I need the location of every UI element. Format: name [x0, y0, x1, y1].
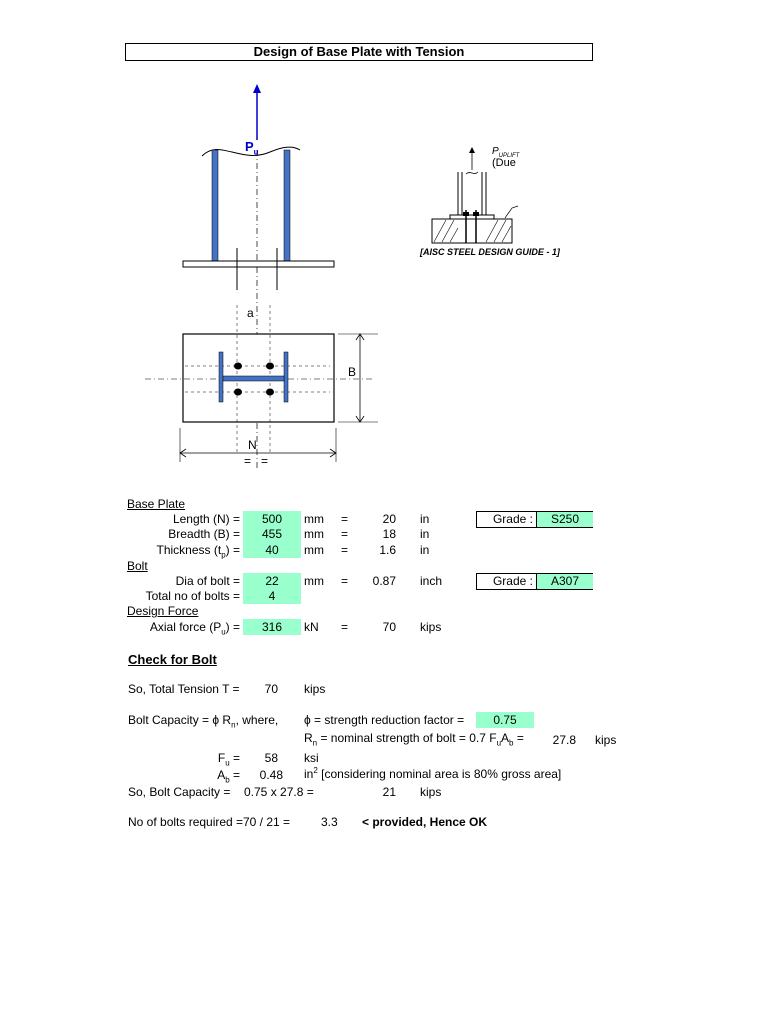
rn-label-sub2: u	[496, 738, 502, 748]
bolt-dia-eq: =	[341, 574, 349, 588]
ref-uplift-sub: UPLIFT	[498, 153, 520, 159]
load-label-text: P	[245, 139, 254, 154]
bolt-count-label: Total no of bolts =	[145, 589, 240, 603]
rn-label-mid: = nominal strength of bolt = 0.7 F	[317, 731, 497, 745]
bolts-required-label: No of bolts required =	[128, 815, 244, 829]
bolt-dia-input[interactable]: 22	[243, 573, 301, 589]
bolts-required-expr: 70 / 21 =	[243, 815, 291, 829]
capacity-label-pre: Bolt Capacity = ϕ R	[128, 713, 232, 727]
bolt-capacity-expr: 0.75 x 27.8 =	[244, 785, 314, 799]
thickness-conv: 1.6	[379, 543, 396, 557]
thickness-input[interactable]: 40	[243, 542, 301, 558]
length-eq: =	[341, 512, 349, 526]
capacity-label-post: , where,	[235, 713, 279, 727]
thickness-unit: mm	[304, 543, 324, 557]
ab-label-pre: A	[217, 768, 226, 782]
load-label-sub: u	[253, 147, 259, 157]
tension-unit: kips	[304, 682, 326, 696]
bolt-capacity-value: 21	[382, 785, 396, 799]
ab-label-post: =	[229, 768, 240, 782]
rn-unit: kips	[595, 733, 617, 747]
breadth-eq: =	[341, 527, 349, 541]
ab-unit-sup: 2	[313, 766, 318, 775]
length-input[interactable]: 500	[243, 511, 301, 527]
ab-unit	[304, 766, 561, 781]
dim-a-label: a	[247, 306, 254, 320]
dim-b-label: B	[348, 365, 357, 379]
rn-label-pre: R	[304, 731, 313, 745]
thickness-conv-unit: in	[420, 543, 430, 557]
ab-unit-pre: in	[304, 767, 314, 781]
thickness-eq: =	[341, 543, 349, 557]
axial-force-eq: =	[341, 620, 349, 634]
dim-n-label: N	[248, 438, 257, 452]
plate-grade-box	[476, 511, 593, 528]
bolts-required-value: 3.3	[321, 815, 338, 829]
eq-mark-2: =	[261, 454, 269, 468]
bolt-dia-conv: 0.87	[372, 574, 396, 588]
length-label: Length (N) =	[172, 512, 240, 526]
bolts-required-result: < provided, Hence OK	[362, 815, 488, 829]
axial-label-post: ) =	[225, 620, 240, 634]
bolt-count-input[interactable]: 4	[243, 588, 301, 604]
ab-label	[200, 768, 240, 784]
fu-value: 58	[264, 751, 278, 765]
bolt-dia-unit: mm	[304, 574, 324, 588]
page-title: Design of Base Plate with Tension	[125, 43, 593, 61]
fu-label-sub: u	[225, 758, 230, 768]
base-plate-heading: Base Plate	[127, 497, 186, 511]
length-unit: mm	[304, 512, 324, 526]
axial-force-unit: kN	[304, 620, 319, 634]
ref-due-label: (Due	[492, 157, 516, 169]
eq-mark-1: =	[244, 454, 252, 468]
reference-diagram	[0, 0, 768, 300]
rn-label	[304, 731, 524, 747]
fu-label	[200, 751, 240, 767]
tension-label: So, Total Tension T =	[128, 682, 240, 696]
axial-label-sub: u	[221, 627, 226, 637]
bolt-grade-label: Grade :	[492, 574, 533, 588]
ref-caption: [AISC STEEL DESIGN GUIDE - 1]	[420, 247, 560, 257]
bolt-dia-conv-unit: inch	[420, 574, 443, 588]
thickness-label-post: ) =	[225, 543, 240, 557]
rn-value: 27.8	[552, 733, 576, 747]
capacity-label	[128, 713, 278, 729]
axial-force-label	[100, 620, 240, 636]
breadth-label: Breadth (B) =	[168, 527, 240, 541]
ab-value: 0.48	[259, 768, 283, 782]
axial-label-pre: Axial force (P	[149, 620, 222, 634]
length-conv-unit: in	[420, 512, 430, 526]
bolt-grade-value[interactable]: A307	[536, 574, 593, 589]
ab-label-sub: b	[225, 775, 230, 785]
axial-force-input[interactable]: 316	[243, 619, 301, 635]
bolt-capacity-unit: kips	[420, 785, 442, 799]
check-heading: Check for Bolt	[128, 652, 217, 667]
rn-label-sub: n	[312, 738, 318, 748]
length-conv: 20	[382, 512, 396, 526]
rn-label-post: =	[513, 731, 524, 745]
ref-uplift-text: P	[492, 146, 499, 157]
bolt-dia-label: Dia of bolt =	[175, 574, 240, 588]
fu-label-post: =	[229, 751, 240, 765]
ab-unit-post: [considering nominal area is 80% gross area]	[317, 767, 562, 781]
fu-label-pre: F	[217, 751, 226, 765]
fu-unit: ksi	[304, 751, 319, 765]
axial-force-conv-unit: kips	[420, 620, 442, 634]
rn-label-mid2: A	[501, 731, 510, 745]
phi-input[interactable]: 0.75	[476, 712, 534, 728]
bolt-capacity-label: So, Bolt Capacity =	[128, 785, 231, 799]
thickness-label	[120, 543, 240, 559]
breadth-conv-unit: in	[420, 527, 430, 541]
capacity-label-sub: n	[231, 720, 236, 730]
breadth-input[interactable]: 455	[243, 526, 301, 542]
breadth-conv: 18	[382, 527, 396, 541]
plate-grade-value[interactable]: S250	[536, 512, 593, 527]
thickness-label-pre: Thickness (t	[156, 543, 222, 557]
thickness-label-sub: p	[221, 550, 226, 560]
breadth-unit: mm	[304, 527, 324, 541]
axial-force-conv: 70	[382, 620, 396, 634]
bolt-grade-box	[476, 573, 593, 590]
bolt-heading: Bolt	[127, 559, 148, 573]
phi-label: ϕ = strength reduction factor =	[304, 713, 465, 727]
rn-label-sub3: b	[509, 738, 514, 748]
plate-grade-label: Grade :	[492, 512, 533, 526]
tension-value: 70	[264, 682, 278, 696]
design-force-heading: Design Force	[127, 604, 199, 618]
